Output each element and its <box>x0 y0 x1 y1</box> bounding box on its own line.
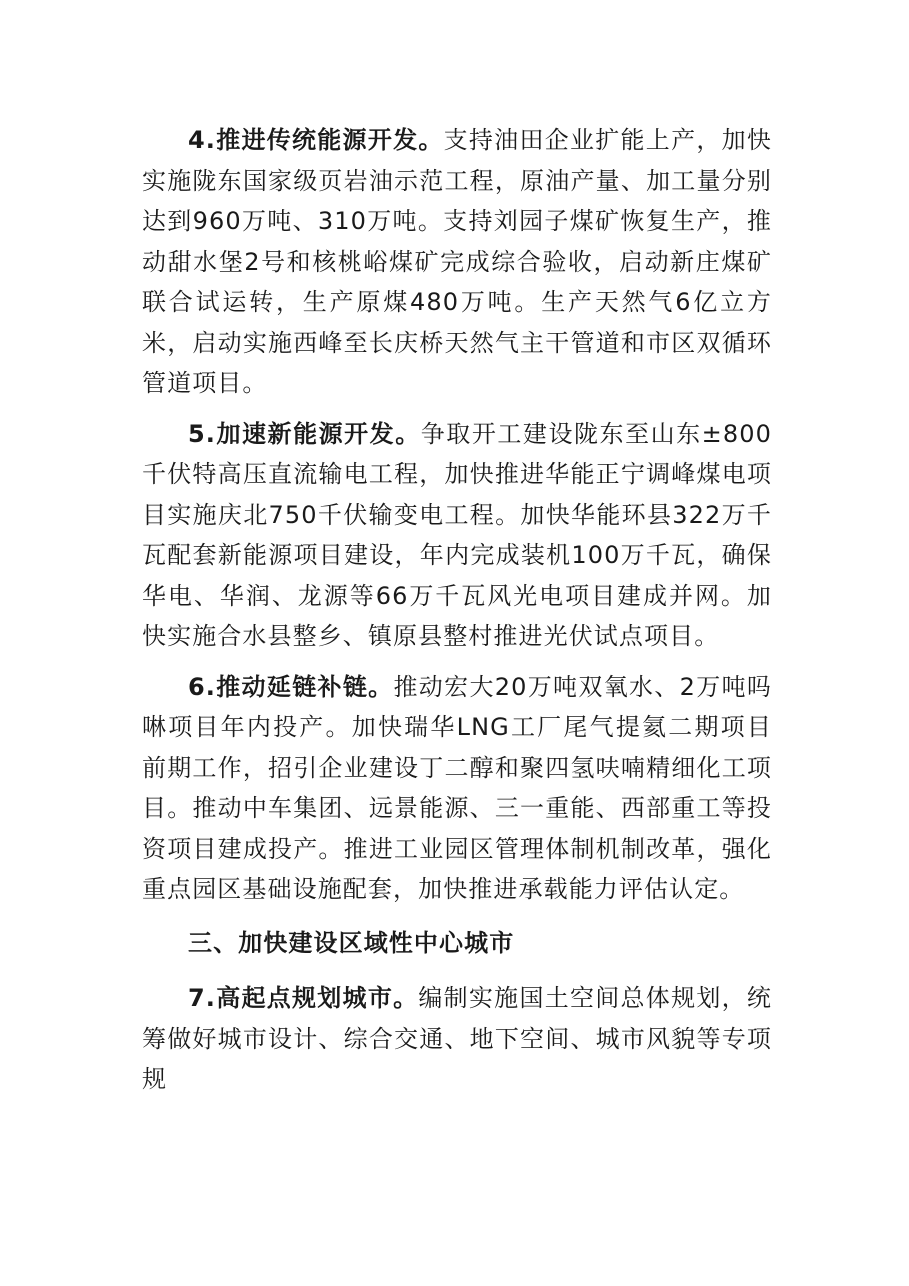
paragraph-lead: 4.推进传统能源开发。 <box>188 126 444 154</box>
paragraph-text: 推动宏大20万吨双氧水、2万吨吗啉项目年内投产。加快瑞华LNG工厂尾气提氦二期项目前期工作，招引企业建设丁二醇和聚四氢呋喃精细化工项目。推动中车集团、远景能源、三一重能、西部重工等投资项目建成投产。推进工业园区管理体制机制改革，强化重点园区基础设施配套，加快推进承载能力评估认定。 <box>142 672 772 903</box>
paragraph-lead: 7.高起点规划城市。 <box>188 984 419 1012</box>
paragraph-lead: 6.推动延链补链。 <box>188 672 394 701</box>
paragraph-traditional-energy <box>142 120 772 404</box>
paragraph-text: 争取开工建设陇东至山东±800千伏特高压直流输电工程，加快推进华能正宁调峰煤电项目实施庆北750千伏输变电工程。加快华能环县322万千瓦配套新能源项目建设，年内完成装机100万千瓦，确保华电、华润、龙源等66万千瓦风光电项目建成并网。加快实施合水县整乡、镇原县整村推进光伏试点项目。 <box>142 419 772 650</box>
paragraph-city-planning <box>142 978 772 1100</box>
paragraph-new-energy <box>142 414 772 657</box>
section-heading: 三、加快建设区域性中心城市 <box>188 928 515 957</box>
document-page <box>142 120 772 1100</box>
paragraph-lead: 5.加速新能源开发。 <box>188 419 421 448</box>
paragraph-extend-chain <box>142 667 772 910</box>
paragraph-text: 编制实施国土空间总体规划，统筹做好城市设计、综合交通、地下空间、城市风貌等专项规 <box>142 984 772 1093</box>
paragraph-text: 支持油田企业扩能上产，加快实施陇东国家级页岩油示范工程，原油产量、加工量分别达到960万吨、310万吨。支持刘园子煤矿恢复生产，推动甜水堡2号和核桃峪煤矿完成综合验收，启动新庄煤矿联合试运转，生产原煤480万吨。生产天然气6亿立方米，启动实施西峰至长庆桥天然气主干管道和市区双循环管道项目。 <box>142 126 772 397</box>
